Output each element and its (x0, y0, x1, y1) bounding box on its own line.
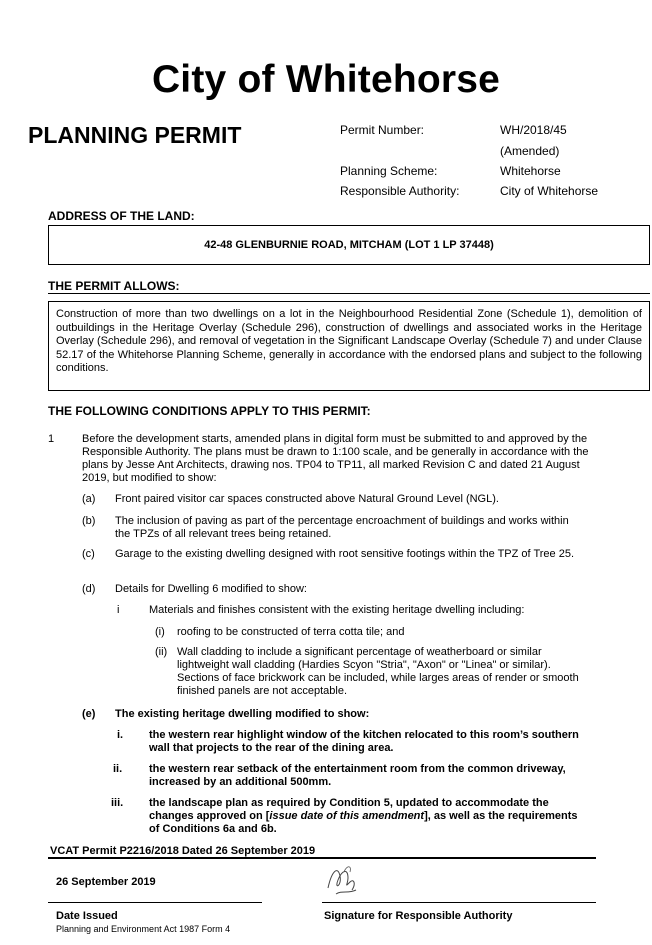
address-box (48, 225, 650, 265)
allows-text: Construction of more than two dwellings on a lot in the Neighbourhood Residential Zone (Schedule 1), demolition of outbuildings in the Heritage Overlay (Schedule 296), construction of dwellings and associated works in the Heritage Overlay (Schedule 296), and removal of vegetation in the Significant Landscape Overlay (Schedule 7) and under Clause 52.17 of the Whitehorse Planning Scheme, generally in accordance with the endorsed plans and subject to the following conditions. (56, 308, 642, 374)
act-reference: Planning and Environment Act 1987 Form 4 (56, 924, 231, 934)
date-line (48, 902, 262, 903)
responsible-authority-value: City of Whitehorse (500, 184, 599, 198)
item-c-label: (c) (82, 548, 95, 560)
page-title: City of Whitehorse (151, 58, 501, 101)
item-e-text: The existing heritage dwelling modified to show: (115, 708, 370, 720)
item-d-i-2-text: Wall cladding to include a significant percentage of weatherboard or similar lightweight wall cladding (Hardies Scyon "Stria", "Axon" or "Linea" or similar). Sections of face brickwork can be included, while larges areas of render or smooth finished panels are not acceptable. (177, 646, 579, 697)
item-b-text: The inclusion of paving as part of the percentage encroachment of buildings and works within the TPZs of all relevant trees being retained. (115, 515, 569, 540)
planning-scheme-label: Planning Scheme: (340, 164, 438, 178)
condition-1-text: Before the development starts, amended plans in digital form must be submitted to and approved by the Responsible Authority. The plans must be drawn to 1:100 scale, and be generally in accordance with the plans by Jesse Ant Architects, drawing nos. TP04 to TP11, all marked Revision C and dated 21 August 2019, but modified to show: (82, 433, 589, 484)
signature-label: Signature for Responsible Authority (324, 910, 513, 922)
allows-divider (48, 293, 650, 294)
item-d-i-2-label: (ii) (155, 646, 168, 658)
item-a-text: Front paired visitor car spaces constructed above Natural Ground Level (NGL). (115, 493, 499, 505)
date-issued-label: Date Issued (56, 910, 118, 922)
item-e-i-label: i. (117, 729, 124, 741)
item-e-iii-emphasis: issue date of this amendment (269, 810, 425, 822)
item-a-label: (a) (82, 493, 96, 505)
permit-title: PLANNING PERMIT (28, 122, 242, 148)
permit-number-note: (Amended) (500, 144, 560, 158)
item-b-label: (b) (82, 515, 96, 527)
permit-number-value: WH/2018/45 (500, 123, 567, 137)
allows-box (48, 301, 650, 391)
item-d-text: Details for Dwelling 6 modified to show: (115, 583, 307, 595)
item-e-iii-label: iii. (111, 797, 124, 809)
conditions-heading: THE FOLLOWING CONDITIONS APPLY TO THIS PERMIT: (48, 404, 371, 418)
item-e-ii-label: ii. (113, 763, 123, 775)
address-heading: ADDRESS OF THE LAND: (48, 209, 195, 223)
item-e-iii-text (149, 797, 589, 836)
item-d-i-1-label: (i) (155, 626, 165, 638)
item-c-text: Garage to the existing dwelling designed with root sensitive footings within the TPZ of Tree 25. (115, 548, 574, 560)
signature-line (322, 902, 596, 903)
item-d-label: (d) (82, 583, 96, 595)
item-d-i-text: Materials and finishes consistent with the existing heritage dwelling including: (149, 604, 525, 616)
item-d-i-label: i (117, 604, 120, 616)
allows-heading: THE PERMIT ALLOWS: (48, 279, 180, 293)
vcat-note: VCAT Permit P2216/2018 Dated 26 September 2019 (50, 845, 316, 857)
item-d-i-1-text: roofing to be constructed of terra cotta tile; and (177, 626, 405, 638)
item-e-iii-text-b: ], as well as the requirements of Conditions 6a and 6b. (149, 810, 578, 835)
item-e-label: (e) (82, 708, 96, 720)
date-issued-value: 26 September 2019 (56, 876, 156, 888)
item-e-i-text: the western rear highlight window of the kitchen relocated to this room’s southern wall that projects to the rear of the dining area. (149, 729, 579, 754)
vcat-divider (48, 857, 596, 859)
condition-number: 1 (48, 433, 55, 445)
address-value: 42-48 GLENBURNIE ROAD, MITCHAM (LOT 1 LP 37448) (204, 239, 494, 251)
permit-number-label: Permit Number: (340, 123, 425, 137)
signature-icon (322, 860, 370, 902)
planning-scheme-value: Whitehorse (500, 164, 561, 178)
responsible-authority-label: Responsible Authority: (340, 184, 460, 198)
item-e-iii-text-a: the landscape plan as required by Condition 5, updated to accommodate the changes approved on [ (149, 797, 549, 822)
item-e-ii-text: the western rear setback of the entertainment room from the common driveway, increased by an additional 500mm. (149, 763, 566, 788)
